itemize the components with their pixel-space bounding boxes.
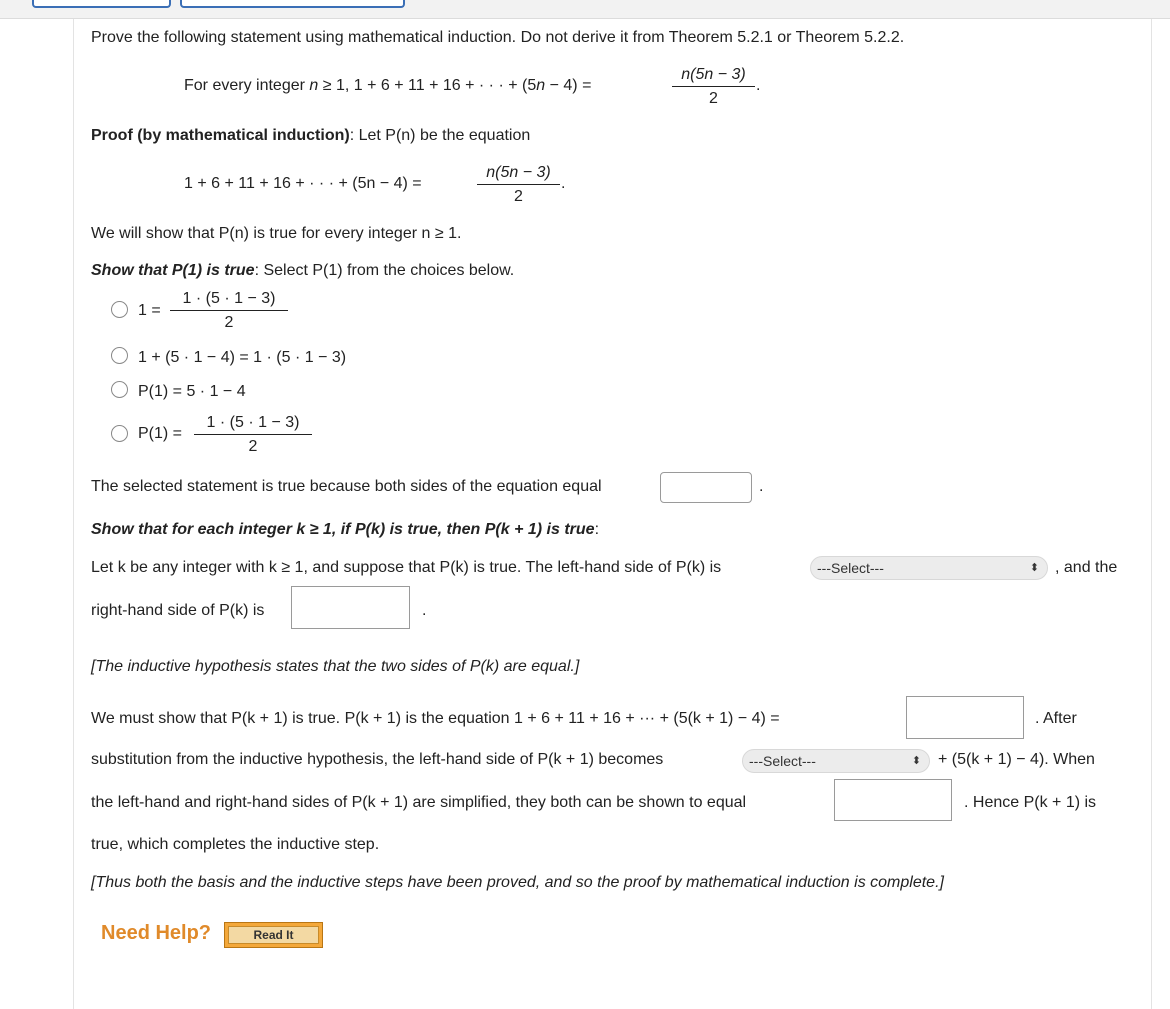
chevron-updown-icon: ⬍ bbox=[911, 755, 921, 767]
basis-value-input[interactable] bbox=[660, 472, 752, 503]
proof-heading-line: Proof (by mathematical induction): Let P(n) be the equation bbox=[91, 127, 531, 144]
read-it-button[interactable] bbox=[224, 922, 323, 948]
read-it-label: Read It bbox=[228, 926, 319, 944]
substitution-select[interactable]: ---Select--- ⬍ bbox=[742, 749, 930, 773]
substitution-tail: + (5(k + 1) − 4). When bbox=[938, 751, 1095, 768]
statement-fraction-denominator: 2 bbox=[709, 90, 718, 107]
simplified-text: the left-hand and right-hand sides of P(k + 1) are simplified, they both can be shown to equal bbox=[91, 794, 747, 811]
inductive-line1-tail: , and the bbox=[1055, 559, 1118, 576]
choice-4-radio[interactable] bbox=[111, 425, 128, 442]
basis-because-text: The selected statement is true because both sides of the equation equal bbox=[91, 478, 602, 495]
substitution-text: substitution from the inductive hypothesis, the left-hand side of P(k + 1) becomes bbox=[91, 751, 664, 768]
choice-1-lhs: 1 = bbox=[138, 302, 161, 319]
question-panel bbox=[73, 19, 1152, 1009]
must-show-tail: . After bbox=[1035, 710, 1077, 727]
choice-1-numerator: 1 · (5 · 1 − 3) bbox=[170, 288, 288, 311]
basis-heading-line: Show that P(1) is true: Select P(1) from the choices below. bbox=[91, 262, 515, 279]
inductive-line2-end: . bbox=[422, 602, 427, 619]
simplified-value-input[interactable] bbox=[834, 779, 952, 821]
proof-equation-lhs: 1 + 6 + 11 + 16 + · · · + (5n − 4) = bbox=[184, 175, 422, 192]
toolbar-button-right[interactable] bbox=[180, 0, 405, 8]
simplified-tail: . Hence P(k + 1) is bbox=[964, 794, 1097, 811]
complete-step-text: true, which completes the inductive step. bbox=[91, 836, 380, 853]
choice-2-text: 1 + (5 · 1 − 4) = 1 · (5 · 1 − 3) bbox=[138, 349, 347, 366]
chevron-updown-icon: ⬍ bbox=[1029, 562, 1039, 574]
instruction-text: Prove the following statement using mathematical induction. Do not derive it from Theorem 5.2.1 or Theorem 5.2.2. bbox=[91, 29, 905, 46]
need-help-label: Need Help? bbox=[101, 922, 212, 944]
choice-4-numerator: 1 · (5 · 1 − 3) bbox=[194, 412, 312, 435]
proof-equation-period: . bbox=[561, 175, 566, 192]
inductive-heading-line: Show that for each integer k ≥ 1, if P(k) is true, then P(k + 1) is true: bbox=[91, 521, 600, 538]
statement-fraction bbox=[672, 64, 755, 111]
choice-4-fraction bbox=[194, 412, 312, 459]
choice-2-radio[interactable] bbox=[111, 347, 128, 364]
proof-equation-fraction bbox=[477, 162, 560, 209]
rhs-pk-input[interactable] bbox=[291, 586, 410, 629]
proof-fraction-numerator: n(5n − 3) bbox=[477, 162, 560, 185]
proof-goal: We will show that P(n) is true for every integer n ≥ 1. bbox=[91, 225, 462, 242]
inductive-line2-text: right-hand side of P(k) is bbox=[91, 602, 265, 619]
rhs-pk1-input[interactable] bbox=[906, 696, 1024, 739]
choice-1-fraction bbox=[170, 288, 288, 335]
proof-heading: Proof (by mathematical induction) bbox=[91, 127, 350, 144]
inductive-heading: Show that for each integer k ≥ 1, if P(k) is true, then P(k + 1) is true bbox=[91, 521, 595, 538]
must-show-text: We must show that P(k + 1) is true. P(k + 1) is the equation 1 + 6 + 11 + 16 + ··· + (5(k + 1) − 4) = bbox=[91, 710, 780, 727]
conclusion-note: [Thus both the basis and the inductive steps have been proved, and so the proof by mathematical induction is complete.] bbox=[91, 874, 944, 891]
choice-1-radio[interactable] bbox=[111, 301, 128, 318]
basis-heading: Show that P(1) is true bbox=[91, 262, 255, 279]
inductive-line1-text: Let k be any integer with k ≥ 1, and suppose that P(k) is true. The left-hand side of P(k) is bbox=[91, 559, 722, 576]
statement-line: For every integer n ≥ 1, 1 + 6 + 11 + 16 + · · · + (5n − 4) = bbox=[184, 77, 592, 94]
inductive-hypothesis-note: [The inductive hypothesis states that the two sides of P(k) are equal.] bbox=[91, 658, 580, 675]
choice-3-radio[interactable] bbox=[111, 381, 128, 398]
choice-4-lhs: P(1) = bbox=[138, 425, 183, 442]
choice-3-text: P(1) = 5 · 1 − 4 bbox=[138, 383, 246, 400]
choice-4-denominator: 2 bbox=[248, 438, 258, 455]
choice-1-denominator: 2 bbox=[224, 314, 234, 331]
lhs-pk-select[interactable]: ---Select--- ⬍ bbox=[810, 556, 1048, 580]
statement-period: . bbox=[756, 77, 761, 94]
toolbar-button-left[interactable] bbox=[32, 0, 171, 8]
top-toolbar bbox=[0, 0, 1170, 19]
basis-because-end: . bbox=[759, 478, 764, 495]
statement-fraction-numerator: n(5n − 3) bbox=[672, 64, 755, 87]
proof-fraction-denominator: 2 bbox=[514, 188, 523, 205]
